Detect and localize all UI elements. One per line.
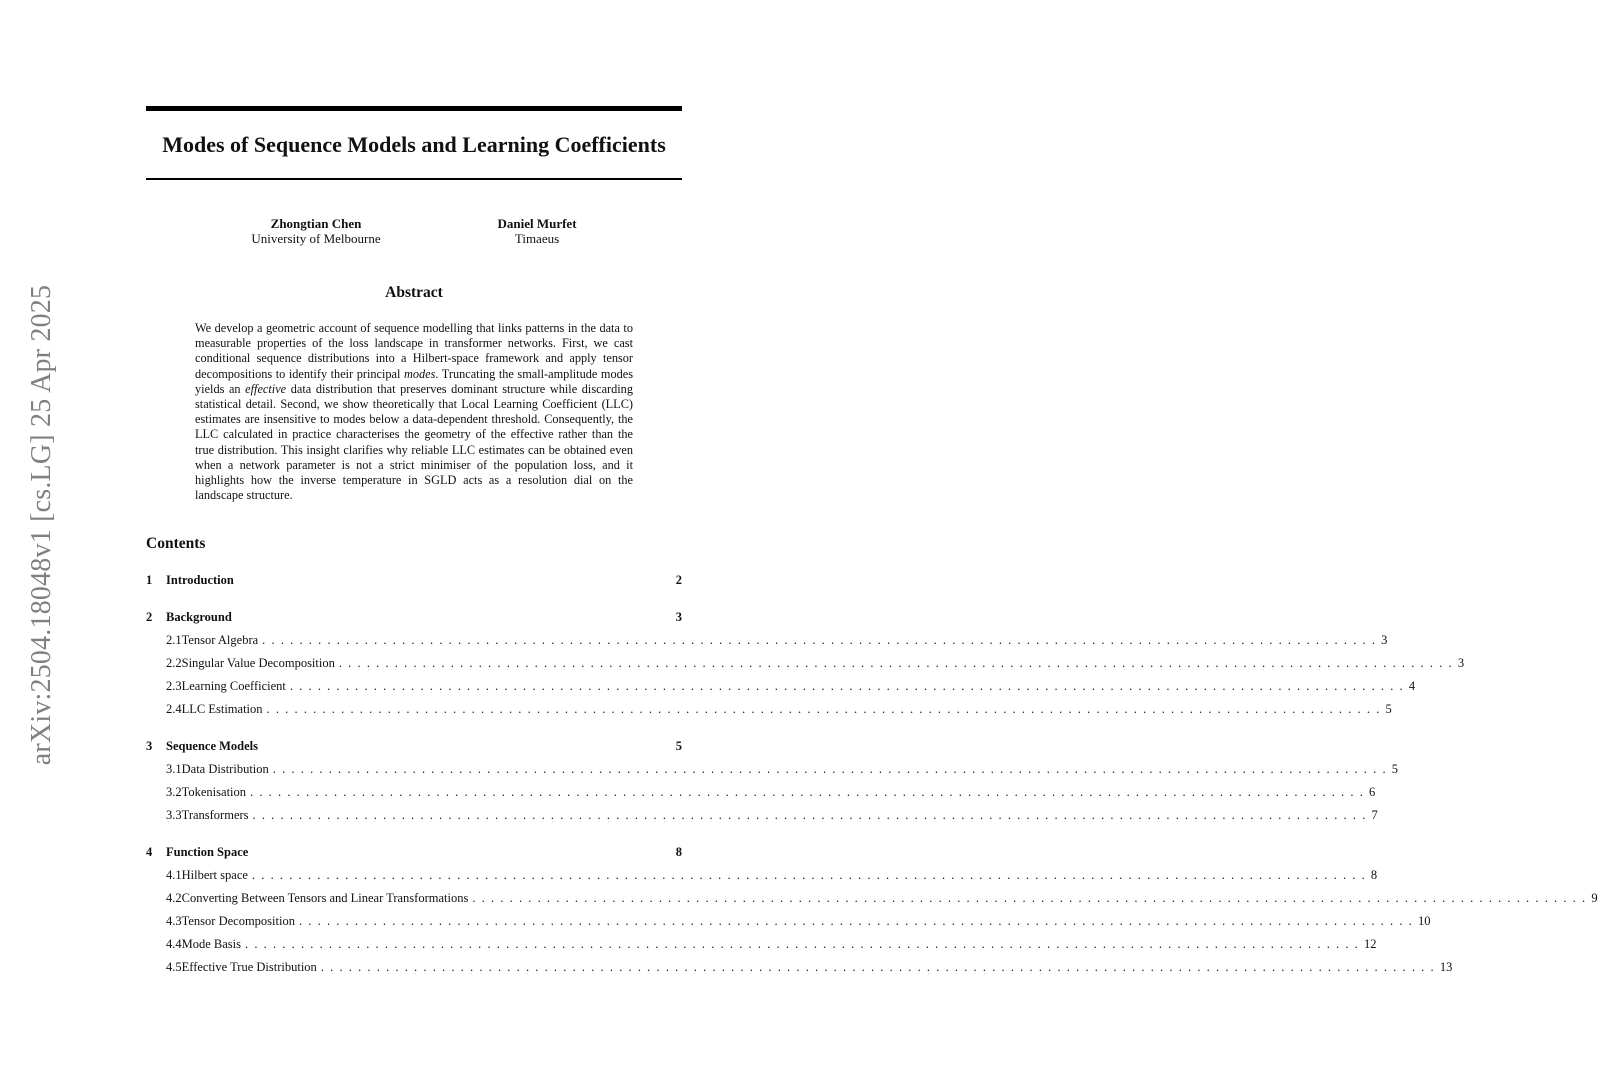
abstract-heading: Abstract <box>385 284 443 301</box>
abstract-emphasis: modes <box>403 366 436 381</box>
toc-gap <box>146 596 682 610</box>
toc-subsection-title: Converting Between Tensors and Linear Transformations <box>181 891 469 905</box>
toc-subsection-entry[interactable] <box>146 914 1431 937</box>
toc-subsection-number: 4.4 <box>166 937 182 951</box>
toc-page-number: 5 <box>1391 762 1399 776</box>
toc-subsection-entry[interactable] <box>146 785 1376 808</box>
toc-subsection-number: 2.2 <box>166 656 182 670</box>
toc-page-number: 9 <box>1591 891 1598 905</box>
toc-leader-dots: ........................................................................................................................ <box>272 762 1392 776</box>
toc-gap <box>146 725 682 739</box>
toc-page-number: 2 <box>675 573 682 587</box>
paper-title: Modes of Sequence Models and Learning Coefficients <box>162 132 666 157</box>
toc-subsection-entry[interactable] <box>146 679 1416 702</box>
toc-subsection-title: Data Distribution <box>181 762 269 776</box>
toc-subsection-title: Tensor Decomposition <box>181 914 295 928</box>
toc-subsection-title: Tensor Algebra <box>181 633 259 647</box>
toc-subsection-entry[interactable] <box>146 656 1465 679</box>
toc-subsection-number: 3.2 <box>166 785 182 799</box>
toc-page-number: 7 <box>1371 808 1378 822</box>
toc-subsection-number: 4.3 <box>166 914 182 928</box>
toc-subsection-number: 3.1 <box>166 762 182 776</box>
toc-page-number: 6 <box>1369 785 1376 799</box>
toc-subsection-title: Learning Coefficient <box>181 679 286 693</box>
toc-subsection-entry[interactable] <box>146 808 1378 831</box>
toc-subsection-number: 2.3 <box>166 679 182 693</box>
toc-subsection-title: LLC Estimation <box>181 702 263 716</box>
arxiv-identifier: arXiv:2504.18048v1 [cs.LG] 25 Apr 2025 <box>26 284 57 766</box>
toc-leader-dots: ........................................................................................................................ <box>252 808 1372 822</box>
toc-leader-dots: ........................................................................................................................ <box>289 679 1409 693</box>
toc-section-number: 4 <box>146 845 153 859</box>
toc-page-number: 12 <box>1364 937 1377 951</box>
toc-subsection-number: 4.1 <box>166 868 182 882</box>
abstract-body <box>195 321 633 503</box>
toc-subsection-number: 3.3 <box>166 808 182 822</box>
toc-subsection-entry[interactable] <box>146 868 1378 891</box>
toc-section-entry[interactable] <box>146 610 682 633</box>
author-block <box>216 216 416 246</box>
author-name: Daniel Murfet <box>497 216 577 231</box>
toc-gap <box>146 831 682 845</box>
toc-subsection-number: 2.1 <box>166 633 182 647</box>
title-rule-top <box>146 106 682 111</box>
toc-page-number: 5 <box>675 739 682 753</box>
toc-subsection-entry[interactable] <box>146 702 1392 725</box>
toc-subsection-title: Hilbert space <box>181 868 248 882</box>
toc-subsection-number: 4.2 <box>166 891 182 905</box>
toc-leader-dots: ........................................................................................................................ <box>472 891 1592 905</box>
author-block <box>437 216 637 246</box>
toc-subsection-number: 2.4 <box>166 702 182 716</box>
toc-section-entry[interactable] <box>146 845 682 868</box>
toc-page-number: 4 <box>1408 679 1416 693</box>
toc-subsection-entry[interactable] <box>146 762 1399 785</box>
toc-leader-dots: ........................................................................................................................ <box>338 656 1458 670</box>
toc-leader-dots: ........................................................................................................................ <box>245 937 1364 951</box>
toc-subsection-title: Tokenisation <box>181 785 247 799</box>
abstract-text: . Truncating the small-amplitude modes yields an <box>195 366 633 396</box>
toc-page-number: 10 <box>1417 914 1431 928</box>
toc-leader-dots: ........................................................................................................................ <box>250 785 1370 799</box>
title-rule-bottom <box>146 178 682 180</box>
abstract-text: We develop a geometric account of sequence modelling that links patterns in the data to measurable properties of the loss landscape in transformer networks. First, we cast conditional sequence distributions into a Hilbert-space framework and apply tensor decompositions to identify their principal <box>195 321 633 381</box>
toc-page-number: 3 <box>1381 633 1388 647</box>
toc-page-number: 8 <box>1370 868 1378 882</box>
toc-leader-dots: ........................................................................................................................ <box>320 960 1440 974</box>
toc-page-number: 13 <box>1439 960 1453 974</box>
toc-subsection-title: Transformers <box>181 808 249 822</box>
toc-section-entry[interactable] <box>146 573 682 596</box>
toc-subsection-title: Mode Basis <box>181 937 241 951</box>
toc-leader-dots: ........................................................................................................................ <box>298 914 1418 928</box>
toc-section-title: Function Space <box>166 845 249 859</box>
toc-section-title: Introduction <box>166 573 234 587</box>
toc-page-number: 3 <box>1457 656 1465 670</box>
toc-subsection-entry[interactable] <box>146 633 1388 656</box>
toc-subsection-entry[interactable] <box>146 937 1377 960</box>
author-affiliation: University of Melbourne <box>251 231 381 246</box>
toc-section-number: 2 <box>146 610 153 624</box>
author-name: Zhongtian Chen <box>270 216 362 231</box>
toc-leader-dots: ........................................................................................................................ <box>262 633 1382 647</box>
abstract-emphasis: effective <box>245 381 287 396</box>
author-affiliation: Timaeus <box>514 231 560 246</box>
toc-section-number: 1 <box>146 573 153 587</box>
toc-subsection-entry[interactable] <box>146 960 1453 983</box>
toc-leader-dots: ........................................................................................................................ <box>251 868 1371 882</box>
toc-subsection-entry[interactable] <box>146 891 1598 914</box>
toc-page-number: 5 <box>1385 702 1392 716</box>
abstract-text: data distribution that preserves dominant structure while discarding statistical detail. Second, we show theoretically that Local Learning Coefficient (LLC) estimates are insensitive to modes below a data-dependent threshold. Consequently, the LLC calculated in practice characterises the geometry of the effective rather than the true distribution. This insight clarifies why reliable LLC estimates can be obtained even when a network parameter is not a strict minimiser of the population loss, and it highlights how the inverse temperature in SGLD acts as a resolution dial on the landscape structure. <box>195 381 633 503</box>
contents-heading: Contents <box>146 535 206 552</box>
toc-subsection-title: Singular Value Decomposition <box>181 656 335 670</box>
toc-page-number: 3 <box>675 610 682 624</box>
toc-leader-dots: ........................................................................................................................ <box>266 702 1386 716</box>
toc-section-title: Sequence Models <box>166 739 259 753</box>
toc-subsection-title: Effective True Distribution <box>181 960 317 974</box>
toc-section-title: Background <box>166 610 232 624</box>
toc-section-number: 3 <box>146 739 153 753</box>
toc-subsection-number: 4.5 <box>166 960 182 974</box>
toc-page-number: 8 <box>675 845 682 859</box>
table-of-contents <box>146 573 1598 983</box>
toc-section-entry[interactable] <box>146 739 682 762</box>
